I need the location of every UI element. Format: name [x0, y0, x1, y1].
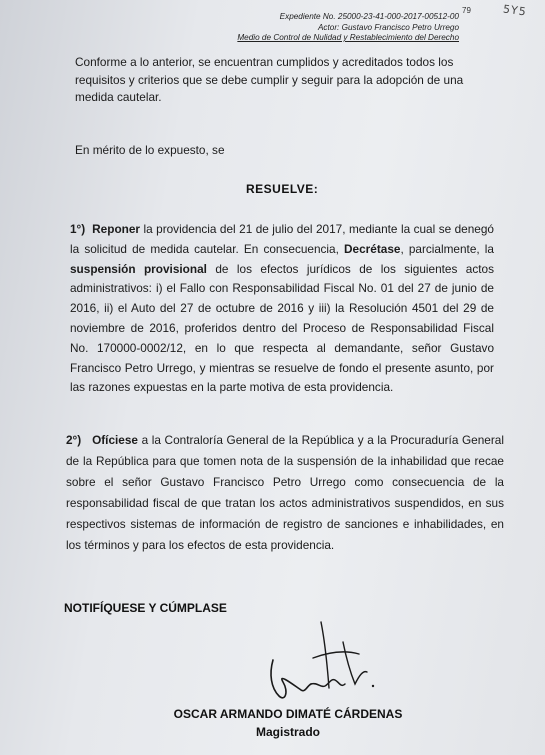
resolution-item-1 — [70, 220, 494, 398]
handwritten-mark: 5Y5 — [502, 2, 528, 19]
signatory-role: Magistrado — [255, 725, 320, 739]
case-actor: Actor: Gustavo Francisco Petro Urrego — [317, 22, 459, 32]
resolution-heading: RESUELVE: — [246, 182, 319, 196]
paragraph-merit: En mérito de lo expuesto, se — [75, 143, 225, 157]
item-1-text-a: la providencia del 21 de julio del 2017, mediante la cual se denegó la solicitud de medida cautelar. En consecuencia, — [70, 222, 494, 256]
item-1-text-b: , parcialmente, la — [400, 241, 494, 256]
item-1-decretase: Decrétase — [344, 241, 401, 256]
item-1-suspension: suspensión provisional — [70, 261, 207, 276]
handwritten-signature — [255, 612, 395, 712]
closing-formula: NOTIFÍQUESE Y CÚMPLASE — [64, 601, 227, 615]
signatory-name: OSCAR ARMANDO DIMATÉ CÁRDENAS — [173, 707, 403, 721]
item-2-number: 2°) — [66, 433, 82, 447]
case-number: Expediente No. 25000-23-41-000-2017-00512-00 — [279, 12, 459, 21]
item-1-text-c: de los efectos jurídicos de los siguientes actos administrativos: i) el Fallo con Responsabilidad Fiscal No. 01 del 27 de junio de 2016, ii) el Auto del 27 de octubre de 2016 y iii) la Resolución 4501 del 29 de noviembre de 2016, proferidos dentro del Proceso de Responsabilidad Fiscal No. 170000-0002/12, en lo que respecta al demandante, señor Gustavo Francisco Petro Urrego, y mientras se resuelve de fondo el presente asunto, por las razones expuestas en la parte motiva de esta providencia. — [70, 261, 495, 395]
item-1-verb: Reponer — [92, 222, 141, 236]
item-2-text: a la Contraloría General de la República y a la Procuraduría General de la República para que tomen nota de la suspensión de la inhabilidad que recae sobre el señor Gustavo Francisco Petro Urrego como consecuencia de la responsabilidad fiscal de que tratan los actos administrativos suspendidos, en sus respectivos sistemas de información de registro de sanciones e inhabilidades, en los términos y para los efectos de esta providencia. — [66, 433, 504, 552]
item-1-number: 1°) — [70, 222, 86, 236]
item-2-verb: Ofíciese — [92, 433, 138, 447]
paragraph-requirements: Conforme a lo anterior, se encuentran cumplidos y acreditados todos los requisitos y criterios que se debe cumplir y seguir para la adopción de una medida cautelar. — [75, 55, 464, 105]
page-number: 79 — [462, 6, 471, 15]
case-header — [129, 12, 459, 44]
resolution-item-2 — [66, 430, 504, 556]
case-medium: Medio de Control de Nulidad y Restablecimiento del Derecho — [237, 33, 459, 42]
